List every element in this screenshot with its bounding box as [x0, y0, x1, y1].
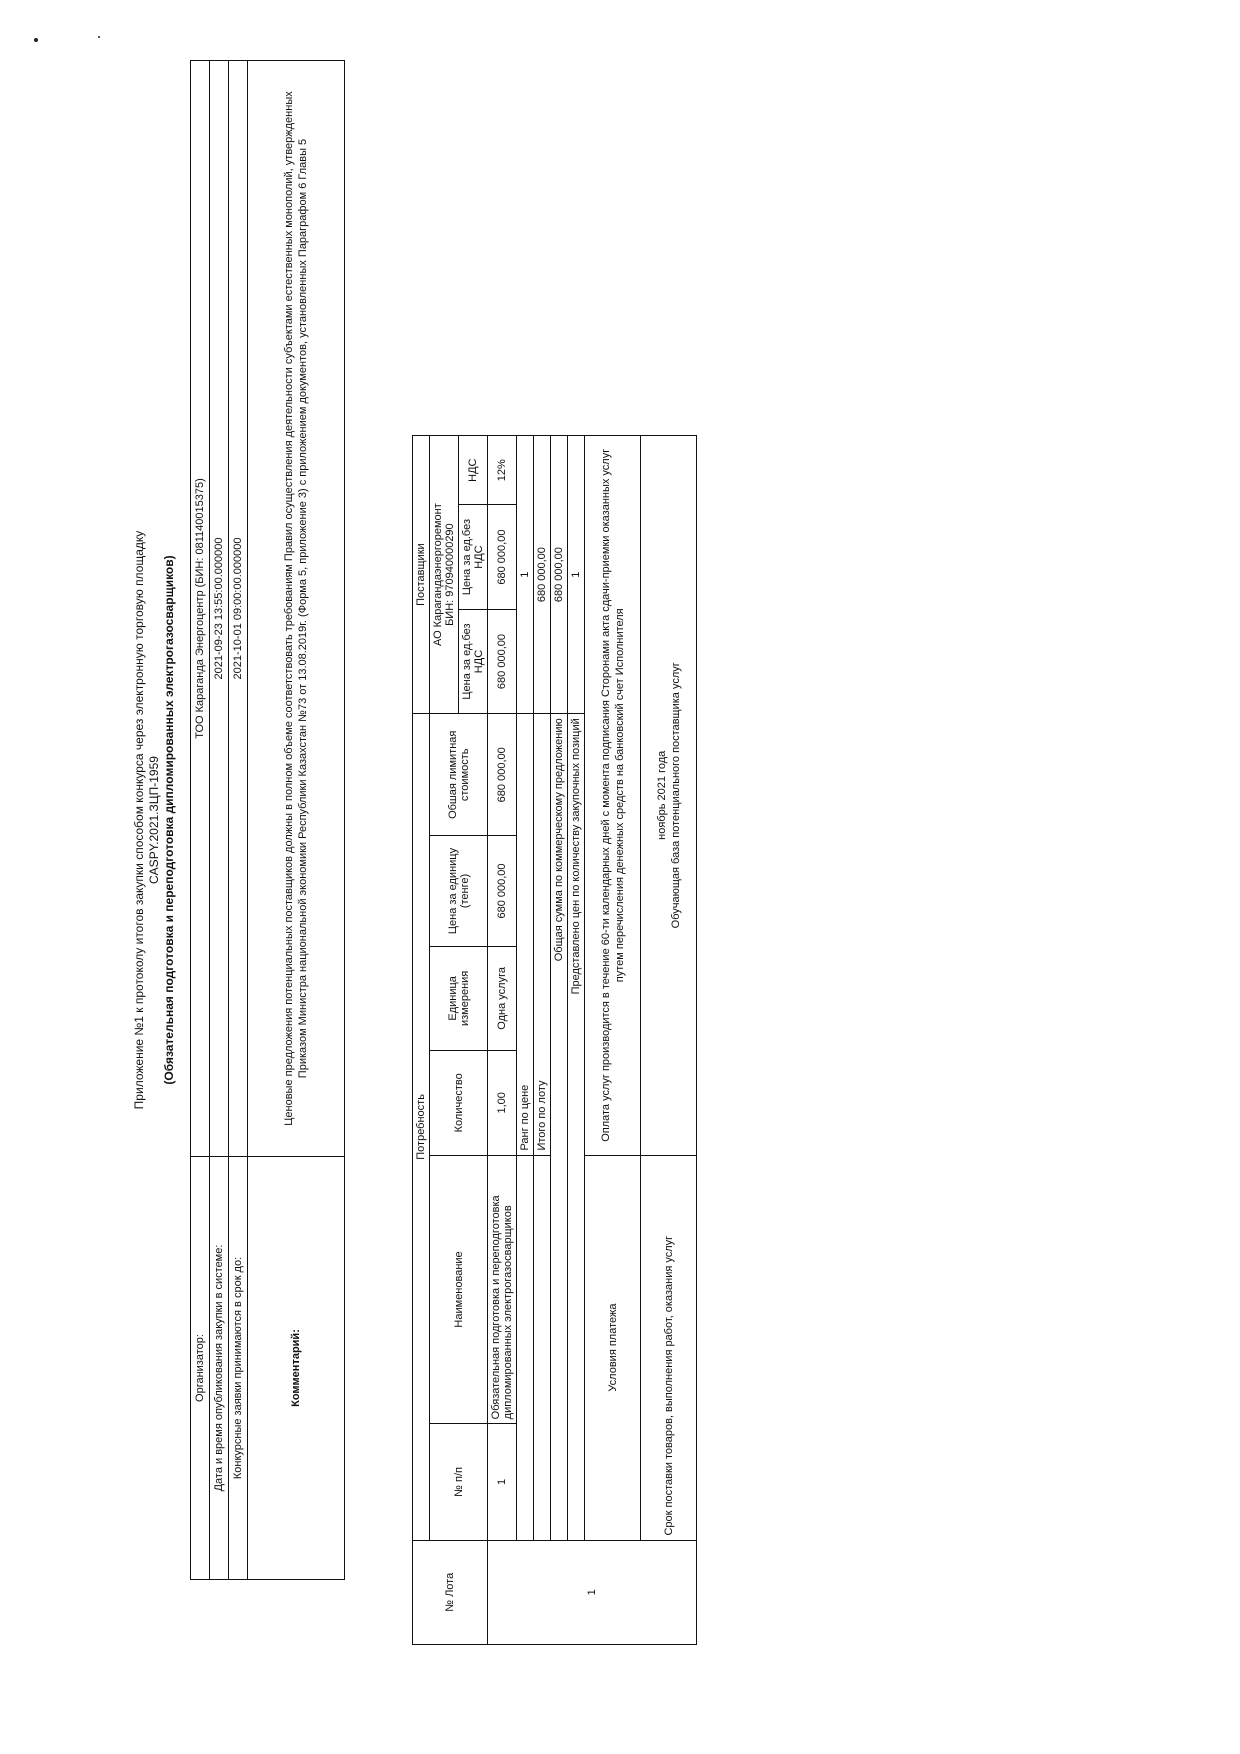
deadline-label: Конкурсные заявки принимаются в срок до: — [229, 1157, 248, 1580]
commercial-row — [551, 436, 568, 1645]
commercial-label: Общая сумма по коммерческому предложению — [551, 714, 568, 1540]
delivery-label: Срок поставки товаров, выполнения работ, оказания услуг — [641, 1155, 697, 1540]
name-header: Наименование — [430, 1155, 488, 1424]
price-novat-header-1: Цена за ед.без НДС — [459, 609, 488, 713]
header-row-2 — [430, 436, 459, 1645]
lot-number: 1 — [488, 1540, 697, 1644]
commercial-value: 680 000,00 — [551, 436, 568, 714]
row-number: 1 — [488, 1424, 517, 1540]
table-row — [488, 436, 517, 1645]
info-table — [190, 60, 345, 1580]
header-row-1 — [413, 436, 430, 1645]
qty-header: Количество — [430, 1051, 488, 1155]
organizer-value: ТОО Караганда Энергоцентр (БИН: 081140015375) — [191, 61, 210, 1157]
delivery-cell — [641, 436, 697, 1156]
row-qty: 1,00 — [488, 1051, 517, 1155]
published-value: 2021-09-23 13:55:00.000000 — [210, 61, 229, 1157]
rank-row — [517, 436, 534, 1645]
deadline-row — [229, 61, 248, 1580]
published-row — [210, 61, 229, 1580]
rank-label: Ранг по цене — [517, 714, 534, 1155]
lot-total-row — [534, 436, 551, 1645]
total-header: Обшая лимитная стоимость — [430, 714, 488, 836]
organizer-row — [191, 61, 210, 1580]
scan-speck — [98, 36, 100, 38]
results-table — [412, 435, 697, 1645]
row-supplier-price-1: 680 000,00 — [488, 609, 517, 713]
row-vat: 12% — [488, 436, 517, 505]
lot-header: № Лота — [413, 1540, 488, 1644]
header-block — [132, 0, 309, 1640]
unit-header: Единица измерения — [430, 946, 488, 1050]
published-label: Дата и время опубликования закупки в системе: — [210, 1157, 229, 1580]
row-unit: Одна услуга — [488, 946, 517, 1050]
document-title — [132, 60, 192, 1580]
supplier-name: АО Карагандаэнергоремонт — [432, 503, 444, 647]
payment-label: Условия платежа — [585, 1155, 641, 1540]
comment-label: Комментарий: — [248, 1157, 345, 1580]
suppliers-header: Поставщики — [413, 436, 430, 714]
organizer-label: Организатор: — [191, 1157, 210, 1580]
payment-row — [585, 436, 641, 1645]
title-line-3: (Обязательная подготовка и переподготовка дипломированных электрогазосварщиков) — [162, 555, 176, 1085]
comment-row — [248, 61, 345, 1580]
lot-total-label: Итого по лоту — [534, 714, 551, 1155]
rank-value: 1 — [517, 436, 534, 714]
price-header: Цена за единицу (тенге) — [430, 836, 488, 946]
vat-header: НДС — [459, 436, 488, 505]
row-supplier-price-2: 680 000,00 — [488, 505, 517, 609]
payment-value: Оплата услуг производится в течение 60-ти календарных дней с момента подписания Сторонами акта сдачи-приемки оказанных услуг путем перечисления денежных средств на банковский счет Исполнителя — [585, 436, 641, 1156]
num-header: № п/п — [430, 1424, 488, 1540]
deadline-value: 2021-10-01 09:00:00.000000 — [229, 61, 248, 1157]
row-name: Обязательная подготовка и переподготовка дипломированных электрогазосварщиков — [488, 1155, 517, 1424]
positions-row — [568, 436, 585, 1645]
title-line-2: CASPY.2021.ЗЦП-1959 — [147, 756, 161, 884]
supplier-name-cell — [430, 436, 459, 714]
need-header: Потребность — [413, 714, 430, 1540]
row-total: 680 000,00 — [488, 714, 517, 836]
scan-speck — [34, 38, 38, 42]
positions-value: 1 — [568, 436, 585, 714]
results-block — [412, 415, 697, 1645]
lot-total-value: 680 000,00 — [534, 436, 551, 714]
row-price: 680 000,00 — [488, 836, 517, 946]
supplier-bin: БИН: 970940000290 — [444, 523, 456, 626]
title-line-1: Приложение №1 к протоколу итогов закупки способом конкурса через электронную торговую площадку — [132, 530, 146, 1110]
positions-label: Представлено цен по количеству закупочных позиций — [568, 714, 585, 1540]
price-novat-header-2: Цена за ед.без НДС — [459, 505, 488, 609]
delivery-value-1: ноябрь 2021 года — [655, 750, 668, 840]
delivery-value-2: Обучающая база потенциального поставщика услуг — [669, 662, 682, 929]
comment-value: Ценовые предложения потенциальных поставщиков должны в полном объеме соответствовать требованиям Правил осуществления деятельности субъектами естественных монополий, утвержденных Приказом Министра национальной экономики Республики Казахстан №73 от 13.08.2019г. (Форма 5, приложение 3) с приложением документов, установленных Параграфом 6 Главы 5 — [248, 61, 345, 1157]
delivery-row — [641, 436, 697, 1645]
